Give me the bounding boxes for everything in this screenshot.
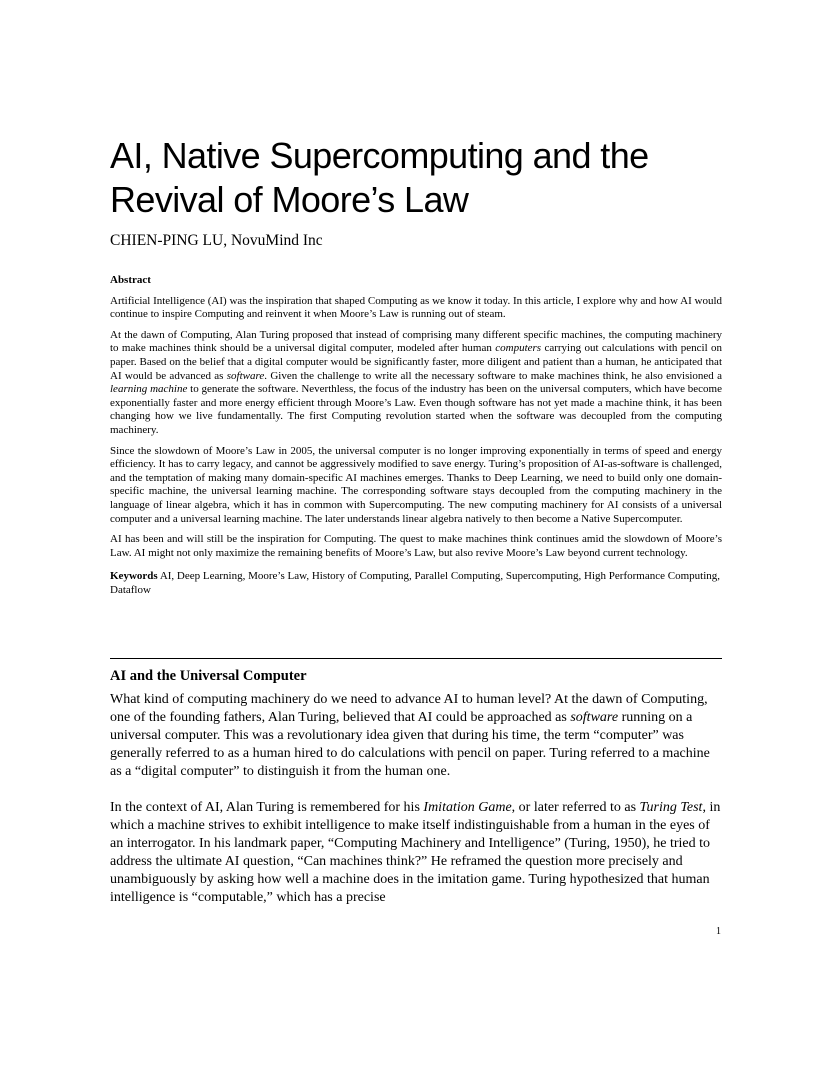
- text-run: , in which a machine strives to exhibit intelligence to make itself indistinguishable from a human in the eyes of an interrogator. In his landmark paper, “Computing Machinery and Intelligence” (Turing, 1950), he tried to address the ultimate AI question, “Can machines think?” He reframed the question more precisely and unambiguously by asking how well a machine does in the imitation game. Turing hypothesized that human intelligence is “computable,” which has a precise: [110, 800, 721, 905]
- text-run: , or later referred to as: [511, 800, 640, 815]
- text-run: to generate the software. Neverthless, the focus of the industry has been on the universal computers, which have become exponentially faster and more energy efficient through Moore’s Law. Even though software has not yet made a machine think, it has been changing how we live fundamentally. The first Computing revolution started when the software was decoupled from the computing machinery.: [110, 383, 722, 436]
- abstract-block: [110, 274, 722, 604]
- abstract-paragraph-3: Since the slowdown of Moore’s Law in 2005, the universal computer is no longer improving exponentially in terms of speed and energy efficiency. It has to carry legacy, and cannot be aggressively modified to save energy. Turing’s proposition of AI-as-software is challenged, and the temptation of making many domain-specific AI machines emerges. Thanks to Deep Learning, we need to build only one domain-specific machine, the universal learning machine. The corresponding software stays decoupled from the computing machinery in the language of linear algebra, which it has in common with Supercomputing. The new computing machinery for AI consists of a universal computer and a universal learning machine. The later understands linear algebra natively to then become a Native Supercomputer.: [110, 444, 722, 525]
- emphasis-computers: computers: [495, 342, 542, 355]
- text-run: running on a universal computer. This was a revolutionary idea given that during his time, the term “computer” was generally referred to as a human hired to do calculations with pencil on paper. Turing referred to a machine as a “digital computer” to distinguish it from the human one.: [110, 710, 710, 779]
- emphasis-learning-machine: learning machine: [110, 383, 188, 396]
- section-ai-universal-computer: [110, 667, 722, 925]
- author-line: CHIEN-PING LU, NovuMind Inc: [110, 232, 323, 249]
- text-run: carrying out calculations with pencil on paper. Based on the belief that a digital computer would be significantly faster, more diligent and patient than a human, he anticipated that AI would be advanced as: [110, 342, 722, 382]
- page-number: 1: [716, 926, 721, 937]
- paper-title: [110, 134, 750, 222]
- emphasis-software: software: [570, 710, 619, 725]
- keywords-list: AI, Deep Learning, Moore’s Law, History of Computing, Parallel Computing, Supercomputing, High Performance Computing, Dataflow: [110, 570, 721, 596]
- section-heading: AI and the Universal Computer: [110, 668, 307, 684]
- text-run: . Given the challenge to write all the necessary software to make machines think, he also envisioned a: [264, 369, 722, 382]
- text-run: What kind of computing machinery do we need to advance AI to human level? At the dawn of Computing, one of the founding fathers, Alan Turing, believed that AI could be approached as: [110, 692, 708, 725]
- abstract-paragraph-4: AI has been and will still be the inspiration for Computing. The quest to make machines think continues amid the slowdown of Moore’s Law. AI might not only maximize the remaining benefits of Moore’s Law, but also revive Moore’s Law beyond current technology.: [110, 533, 722, 559]
- section-paragraph-2: [110, 799, 722, 907]
- abstract-paragraph-2: [110, 329, 722, 438]
- title-line-1: AI, Native Supercomputing and the: [110, 135, 649, 176]
- emphasis-imitation-game: Imitation Game: [423, 800, 512, 815]
- keywords-label: Keywords: [110, 570, 158, 583]
- abstract-paragraph-1: Artificial Intelligence (AI) was the inspiration that shaped Computing as we know it today. In this article, I explore why and how AI would continue to inspire Computing and reinvent it when Moore’s Law is running out of steam.: [110, 294, 722, 321]
- text-run: At the dawn of Computing, Alan Turing proposed that instead of comprising many different specific machines, the computing machinery to make machines think should be a universal digital computer, modeled after human: [110, 328, 722, 355]
- section-divider: [110, 658, 722, 659]
- emphasis-software: software: [226, 369, 265, 382]
- keywords: [110, 570, 722, 597]
- section-paragraph-1: [110, 691, 722, 781]
- abstract-heading: Abstract: [110, 274, 151, 286]
- text-run: In the context of AI, Alan Turing is remembered for his: [110, 800, 424, 815]
- emphasis-turing-test: Turing Test: [639, 800, 703, 815]
- title-line-2: Revival of Moore’s Law: [110, 179, 469, 220]
